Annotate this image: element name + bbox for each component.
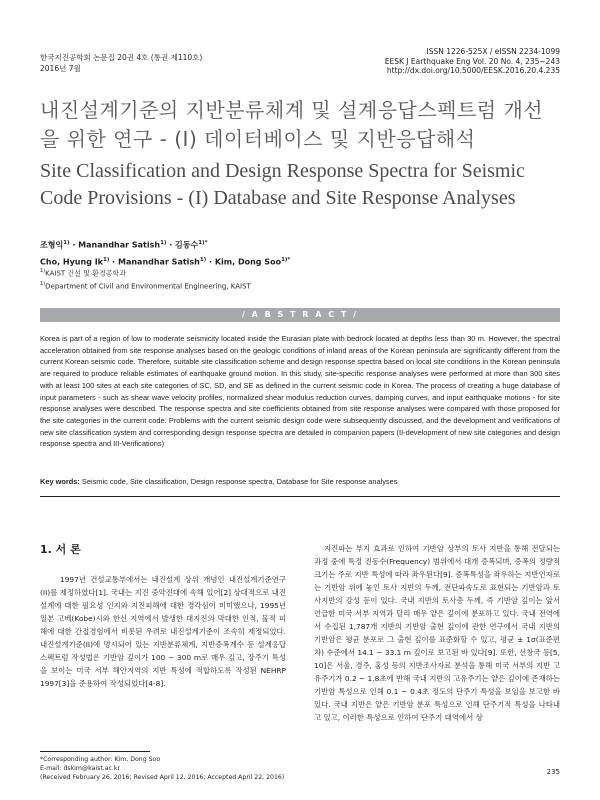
- author-name: Manandhar Satish: [117, 257, 200, 267]
- author-name: Kim, Dong Soo: [214, 257, 282, 267]
- corresponding-email[interactable]: E-mail: dskim@kaist.ac.kr: [40, 764, 121, 772]
- abstract-body: Korea is part of a region of low to moderate seismicity located inside the Eurasian plate with bedrock located at depths less than 30 m. However, the spectral acceleration obtained from site response analyses based on the geologic conditions of inland areas of the Korean peninsula are significantly different from the current Korean seismic code. Therefore, suitable site classification scheme and design response spectra based on local site conditions in the Korean peninsula are required to produce reliable estimates of earthquake ground motion. In this study, site-specific response analyses were performed at more than 300 sites with at least 100 sites at each site categories of SC, SD, and SE as defined in the current seismic code in Korea. The process of creating a huge database of input parameters - such as shear wave velocity profiles, normalized shear modulus reduction curves, damping curves, and input earthquake motions - for site response analyses were described. The response spectra and site coefficients obtained from site response analyses were compared with those proposed for the site categories in the current code. Problems with the current seismic design code were subsequently discussed, and the development and verifications of new site classification system and corresponding design response spectra are detailed in companion papers (II-development of new site categories and design response spectra and III-Verifications): [40, 334, 560, 449]
- affiliation-english: Department of Civil and Environmental Engineering, KAIST: [45, 282, 251, 291]
- eesk-citation: EESK J Earthquake Eng Vol. 20 No. 4, 235~243: [384, 56, 560, 66]
- keywords-label: Key words:: [40, 477, 80, 486]
- author-list: [40, 236, 290, 269]
- affiliation: $^{1)}$KAIST 건설 및 환경공학과 $^{1)}$Department of Civil and Environmental Engineering, KAIST: [40, 268, 251, 291]
- journal-date-ko: 2016년 7월: [40, 64, 81, 73]
- abstract-divider: [40, 496, 560, 497]
- journal-header-right: [385, 47, 560, 76]
- received-dates: (Received February 26, 2016; Revised April 12, 2016; Accepted April 22, 2016): [40, 773, 285, 781]
- author-name: 조형익: [40, 240, 64, 250]
- doi-link[interactable]: http://dx.doi.org/10.5000/EESK.2016.20.4.235: [386, 66, 560, 75]
- abstract-header: / A B S T R A C T /: [40, 308, 560, 322]
- journal-header-left: [40, 52, 202, 74]
- paper-title-korean: 내진설계기준의 지반분류체계 및 설계응답스펙트럼 개선을 위한 연구 - (I) 데이터베이스 및 지반응답해석: [40, 98, 544, 151]
- page-number: 235: [546, 768, 560, 776]
- author-line-english: Cho, Hyung Ik$^{1)}$ · Manandhar Satish$^{1)}$ · Kim, Dong Soo$^{1)*}$: [40, 256, 291, 267]
- keywords-list: Seismic code, Site classification, Design response spectra, Database for Site response analyses: [81, 477, 398, 486]
- keywords: [40, 476, 560, 487]
- footnote-divider: [40, 751, 150, 752]
- section-heading-introduction: 1. 서 론: [40, 543, 81, 556]
- issn: ISSN 1226-525X / eISSN 2234-1099: [426, 47, 560, 56]
- journal-name-ko: 한국지진공학회 논문집 20권 4호 (통권 제110호): [40, 53, 203, 62]
- author-name: Cho, Hyung Ik: [40, 257, 103, 267]
- author-name: Manandhar Satish: [78, 240, 161, 250]
- author-line-korean: 조형익$^{1)}$ · Manandhar Satish$^{1)}$ · 김동수$^{1)*}$: [40, 240, 208, 250]
- paper-title-english: Site Classification and Design Response Spectra for Seismic Code Provisions - (I) Database and Site Response Analyses: [40, 160, 525, 209]
- affiliation-korean: KAIST 건설 및 환경공학과: [45, 269, 126, 278]
- author-name: 김동수: [175, 240, 199, 250]
- corresponding-author: *Corresponding author: Kim, Dong Soo: [40, 756, 161, 763]
- body-column-left: 1997년 건설교통부에서는 내진설계 상위 개념인 내진설계기준연구(II)를 제정하였다[1]. 국내는 지진 중약진대에 속해 있어[2] 상대적으로 내진설계에 대한 필요성 인지와 지진피해에 대한 경각심이 미미했으나, 1995년 일본 고베(Kobe)시와 한신 지역에서 발생한 대지진의 막대한 인적, 물적 피해에 대한 간접경험에서 비롯된 우려로 내진설계기준이 조속히 제정되었다. 내진설계기준(II)에 명시되어 있는 지반분류체계, 지반증폭계수 등 설계응답스펙트럼 작성법은 기반암 깊이가 100 ~ 300 m로 매우 깊고, 장주기 특성을 보이는 미국 서부 해안지역의 지반 특성에 적합하도록 작성된 NEHRP 1997[3]을 준용하여 작성되었다[4-8].: [40, 575, 286, 688]
- footnote: [40, 756, 290, 782]
- body-column-right: 지진파는 부지 효과로 인하여 기반암 상부의 토사 지반을 통해 전달되는 과정 중에 특정 진동수(Frequency) 범위에서 대개 증폭되며, 증폭의 정량적 크기는 주로 지반 특성에 따라 좌우된다[9]. 증폭특성을 좌우하는 지반인자로는 기반암 위에 놓인 토사 지반의 두께, 전단파속도로 표현되는 기반암과 토사지반의 강성 등이 있다. 국내 지반의 토사층 두께, 즉 기반암 깊이는 앞서 언급한 미국 서부 지역과 달리 매우 얕은 깊이에 분포하고 있다. 국내 전역에서 수집된 1,787개 지반의 기반암 출현 깊이에 관한 연구에서 국내 지반의 기반암은 평균 분포로 그 출현 깊이를 표준화할 수 있고, 평균 ± 1σ(표준편차) 수준에서 14.1 ~ 33.1 m 깊이로 보고된 바 있다[9]. 또한, 선창국 등[5, 10]은 서울, 경주, 홍성 등의 지반조사자료 분석을 통해 미국 서부의 지반 고유주기가 0.2 ~ 1.8초에 반해 국내 지반의 고유주기는 얕은 깊이에 존재하는 기반암 특성으로 인해 0.1 ~ 0.4초 정도의 단주기 특성을 보임을 보고한 바 있다. 국내 지반은 얕은 기반암 분포 특성으로 인해 단주기적 특성을 나타내고 있고, 이러한 특성으로 인하여 단주기 대역에서 상: [314, 544, 560, 722]
